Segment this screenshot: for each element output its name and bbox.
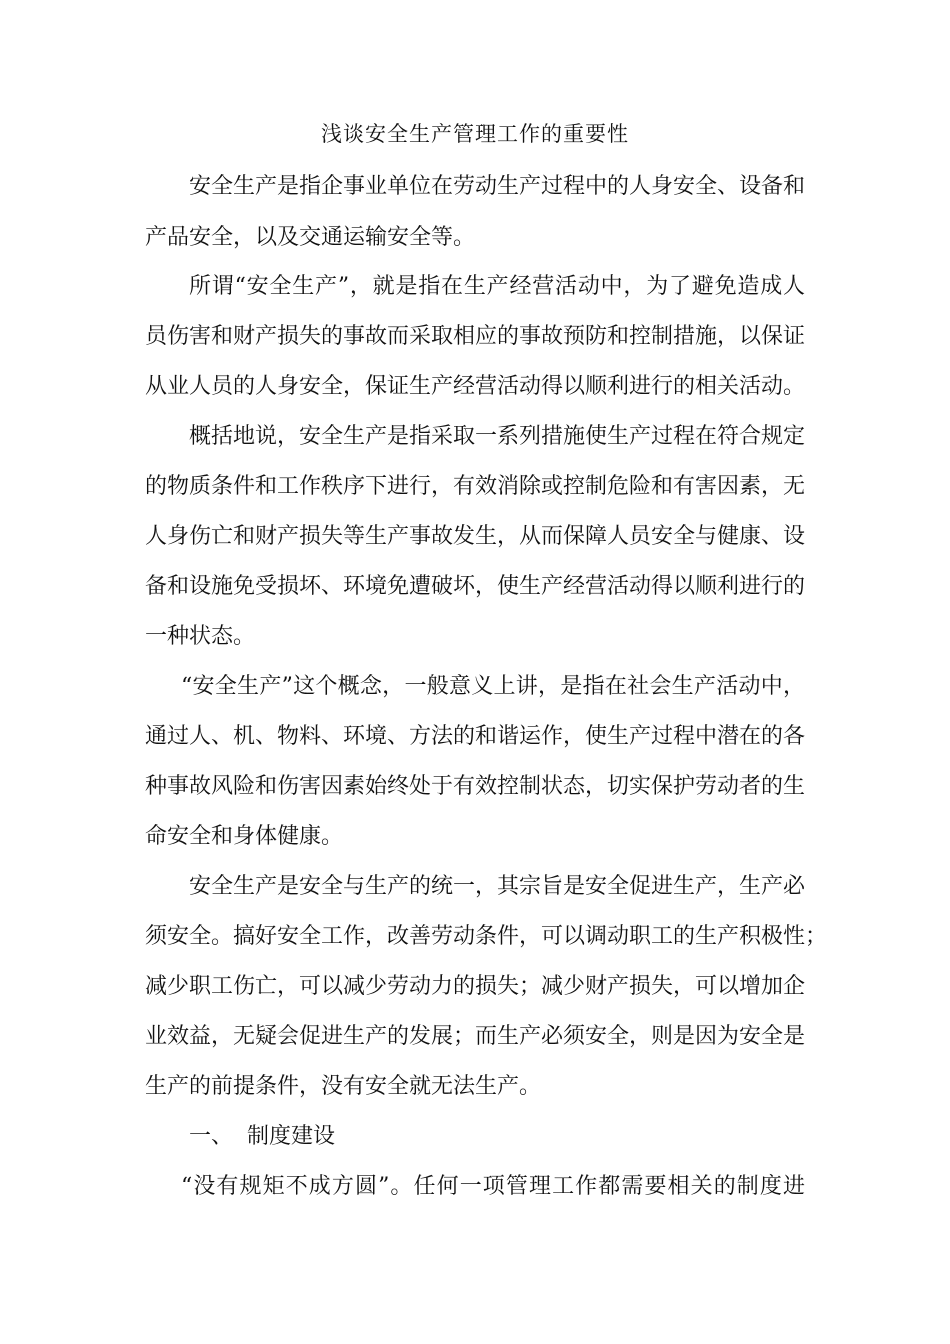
body-line: 人身伤亡和财产损失等生产事故发生，从而保障人员安全与健康、设 <box>145 524 806 549</box>
body-line: 减少职工伤亡，可以减少劳动力的损失；减少财产损失，可以增加企 <box>145 974 806 999</box>
document-title: 浅谈安全生产管理工作的重要性 <box>321 122 629 146</box>
body-line: 命安全和身体健康。 <box>145 824 344 849</box>
body-line: 从业人员的人身安全，保证生产经营活动得以顺利进行的相关活动。 <box>145 374 806 399</box>
body-line: 业效益，无疑会促进生产的发展；而生产必须安全，则是因为安全是 <box>145 1024 806 1049</box>
body-line: 的物质条件和工作秩序下进行，有效消除或控制危险和有害因素，无 <box>145 474 806 499</box>
body-line: 安全生产是安全与生产的统一，其宗旨是安全促进生产，生产必 <box>189 874 806 899</box>
body-line: 安全生产是指企事业单位在劳动生产过程中的人身安全、设备和 <box>189 174 806 199</box>
body-line: 备和设施免受损坏、环境免遭破坏，使生产经营活动得以顺利进行的 <box>145 574 806 599</box>
body-line: 一种状态。 <box>145 624 256 649</box>
body-line: “没有规矩不成方圆”。任何一项管理工作都需要相关的制度进 <box>181 1174 805 1199</box>
body-line: 生产的前提条件，没有安全就无法生产。 <box>145 1074 542 1099</box>
body-line: 产品安全，以及交通运输安全等。 <box>145 225 476 250</box>
section-heading: 一、 制度建设 <box>189 1124 335 1149</box>
body-line: 种事故风险和伤害因素始终处于有效控制状态，切实保护劳动者的生 <box>145 774 806 799</box>
body-line: 概括地说，安全生产是指采取一系列措施使生产过程在符合规定 <box>189 424 806 449</box>
body-line: 通过人、机、物料、环境、方法的和谐运作，使生产过程中潜在的各 <box>145 724 806 749</box>
body-line: 须安全。搞好安全工作，改善劳动条件，可以调动职工的生产积极性； <box>145 924 828 949</box>
body-line: “安全生产”这个概念，一般意义上讲，是指在社会生产活动中， <box>181 674 805 699</box>
body-line: 所谓“安全生产”，就是指在生产经营活动中，为了避免造成人 <box>189 274 805 299</box>
body-line: 员伤害和财产损失的事故而采取相应的事故预防和控制措施，以保证 <box>145 324 806 349</box>
